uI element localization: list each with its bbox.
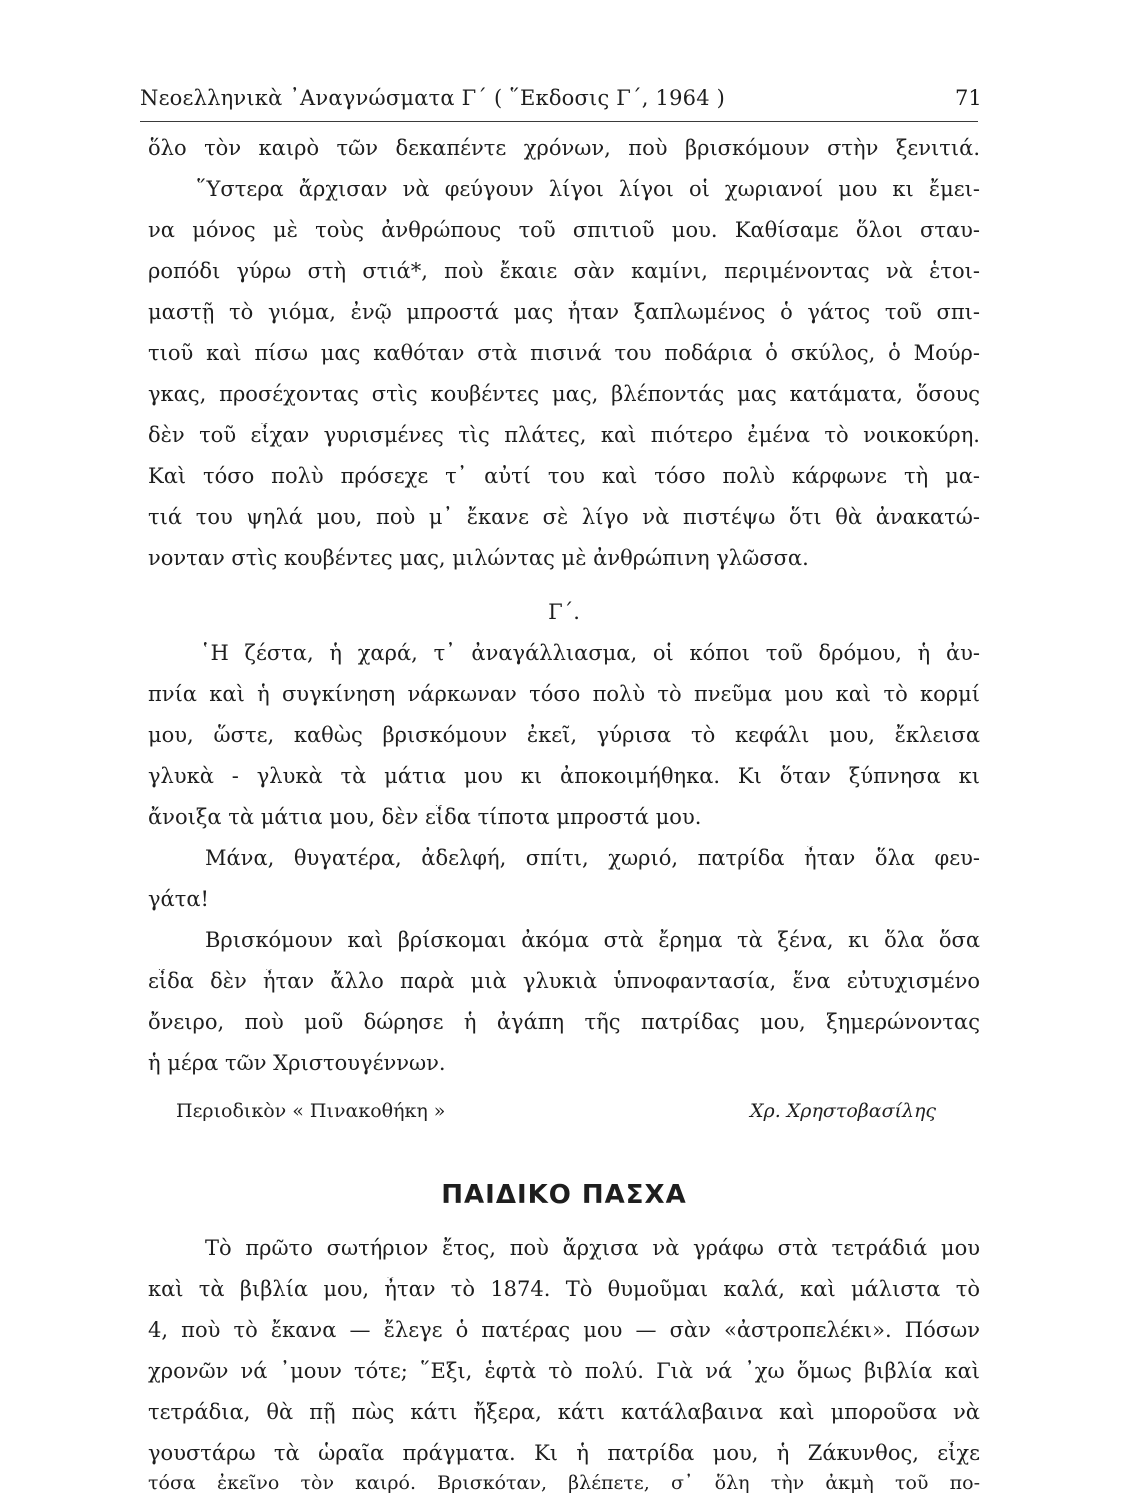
text-line: τιά του ψηλά μου, ποὺ μ᾽ ἔκανε σὲ λίγο νὰ πιστέψω ὅτι θὰ ἀνακατώ- [148, 505, 980, 529]
section-heading: Γ΄. [548, 600, 580, 624]
text-line: ροπόδι γύρω στὴ στιά*, ποὺ ἔκαιε σὰν καμίνι, περιμένοντας νὰ ἑτοι- [148, 259, 980, 283]
text-line: ὅλο τὸν καιρὸ τῶν δεκαπέντε χρόνων, ποὺ βρισκόμουν στὴν ξενιτιά. [148, 136, 980, 160]
text-line: Τὸ πρῶτο σωτήριον ἔτος, ποὺ ἄρχισα νὰ γράφω στὰ τετράδιά μου [205, 1236, 980, 1260]
text-line: Βρισκόμουν καὶ βρίσκομαι ἀκόμα στὰ ἔρημα τὰ ξένα, κι ὅλα ὅσα [205, 928, 980, 952]
page-number: 71 [955, 86, 982, 110]
text-line: Καὶ τόσο πολὺ πρόσεχε τ᾽ αὐτί του καὶ τόσο πολὺ κάρφωνε τὴ μα- [148, 464, 980, 488]
text-line: ἄνοιξα τὰ μάτια μου, δὲν εἶδα τίποτα μπροστά μου. [148, 805, 702, 829]
text-line: καὶ τὰ βιβλία μου, ἦταν τὸ 1874. Τὸ θυμοῦμαι καλά, καὶ μάλιστα τὸ [148, 1277, 980, 1301]
text-line: χρονῶν νά ᾽μουν τότε; ῞Εξι, ἑφτὰ τὸ πολύ. Γιὰ νά ᾽χω ὅμως βιβλία καὶ [148, 1359, 980, 1383]
running-header: Νεοελληνικὰ ᾿Αναγνώσματα Γ΄ ( ῞Εκδοσις Γ΄, 1964 ) [140, 86, 726, 110]
text-line: Μάνα, θυγατέρα, ἀδελφή, σπίτι, χωριό, πατρίδα ἦταν ὅλα φευ- [205, 846, 980, 870]
text-line: τιοῦ καὶ πίσω μας καθόταν στὰ πισινά του ποδάρια ὁ σκύλος, ὁ Μούρ- [148, 341, 980, 365]
text-line: 4, ποὺ τὸ ἔκανα — ἔλεγε ὁ πατέρας μου — σὰν «ἀστροπελέκι». Πόσων [148, 1318, 980, 1342]
text-line: δὲν τοῦ εἶχαν γυρισμένες τὶς πλάτες, καὶ πιότερο ἐμένα τὸ νοικοκύρη. [148, 423, 980, 447]
text-line: μαστῇ τὸ γιόμα, ἐνῷ μπροστά μας ἦταν ξαπλωμένος ὁ γάτος τοῦ σπι- [148, 300, 980, 324]
header-divider [140, 121, 978, 122]
text-line: ἡ μέρα τῶν Χριστουγέννων. [148, 1051, 446, 1075]
text-line: νονταν στὶς κουβέντες μας, μιλώντας μὲ ἀνθρώπινη γλῶσσα. [148, 546, 809, 570]
author-attribution: Χρ. Χρηστοβασίλης [750, 1100, 937, 1122]
text-line: ὄνειρο, ποὺ μοῦ δώρησε ἡ ἀγάπη τῆς πατρίδας μου, ξημερώνοντας [148, 1010, 980, 1034]
text-line: πνία καὶ ἡ συγκίνηση νάρκωναν τόσο πολὺ τὸ πνεῦμα μου καὶ τὸ κορμί [148, 682, 980, 706]
text-line: γκας, προσέχοντας στὶς κουβέντες μας, βλέποντάς μας κατάματα, ὅσους [148, 382, 980, 406]
text-line: ῞Υστερα ἄρχισαν νὰ φεύγουν λίγοι λίγοι οἱ χωριανοί μου κι ἔμει- [196, 177, 980, 201]
text-line: γλυκὰ - γλυκὰ τὰ μάτια μου κι ἀποκοιμήθηκα. Κι ὅταν ξύπνησα κι [148, 764, 980, 788]
text-line: μου, ὥστε, καθὼς βρισκόμουν ἐκεῖ, γύρισα τὸ κεφάλι μου, ἔκλεισα [148, 723, 980, 747]
source-attribution: Περιοδικὸν « Πινακοθήκη » [176, 1100, 446, 1122]
article-title: ΠΑΙΔΙΚΟ ΠΑΣΧΑ [441, 1180, 687, 1210]
text-line: τόσα ἐκεῖνο τὸν καιρό. Βρισκόταν, βλέπετε, σ᾽ ὅλη τὴν ἀκμὴ τοῦ πο- [148, 1472, 980, 1494]
text-line: να μόνος μὲ τοὺς ἀνθρώπους τοῦ σπιτιοῦ μου. Καθίσαμε ὅλοι σταυ- [148, 218, 980, 242]
text-line: γουστάρω τὰ ὡραῖα πράγματα. Κι ἡ πατρίδα μου, ἡ Ζάκυνθος, εἶχε [148, 1441, 980, 1465]
text-line: εἶδα δὲν ἦταν ἄλλο παρὰ μιὰ γλυκιὰ ὑπνοφαντασία, ἕνα εὐτυχισμένο [148, 969, 980, 993]
text-line: ῾Η ζέστα, ἡ χαρά, τ᾽ ἀναγάλλιασμα, οἱ κόποι τοῦ δρόμου, ἡ ἀυ- [200, 641, 980, 665]
text-line: τετράδια, θὰ πῇ πὼς κάτι ἤξερα, κάτι κατάλαβαινα καὶ μποροῦσα νὰ [148, 1400, 980, 1424]
text-line: γάτα! [148, 887, 209, 911]
